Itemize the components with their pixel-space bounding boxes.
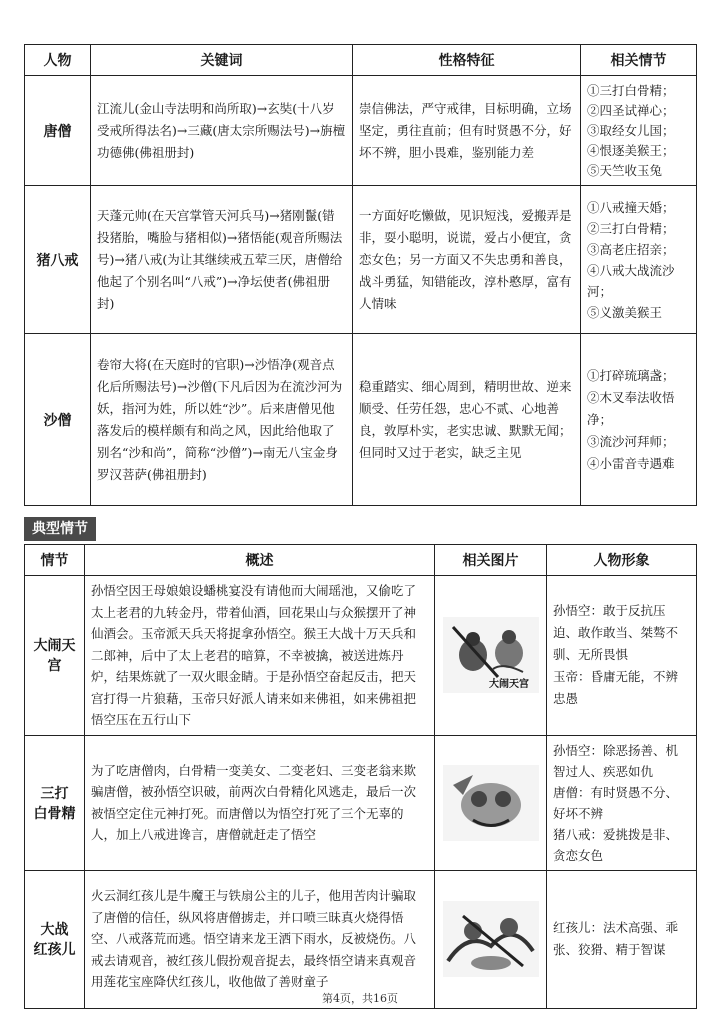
list-item: ②四圣试禅心；	[587, 102, 675, 118]
white-bone-demon-illustration	[443, 765, 539, 841]
table-row	[25, 870, 697, 1008]
character-image: 红孩儿：法术高强、乖张、狡猾、精于智谋	[547, 870, 697, 1008]
list-item: ①八戒撞天婚；	[587, 199, 675, 215]
character-traits: 崇信佛法，严守戒律，目标明确，立场坚定，勇往直前；但有时贤愚不分，好坏不辨，胆小畏难，鉴别能力差	[353, 76, 581, 186]
monkey-king-illustration	[443, 617, 539, 693]
character-plots	[581, 76, 697, 186]
list-item: ④恨逐美猴王；	[587, 142, 675, 158]
header-character: 人物	[25, 45, 91, 76]
character-keywords: 江流儿(金山寺法明和尚所取)→玄奘(十八岁受戒所得法名)→三藏(唐太宗所赐法号)→旃檀功德佛(佛祖册封)	[91, 76, 353, 186]
list-item: ③取经女儿国；	[587, 122, 675, 138]
list-item: ③流沙河拜师；	[587, 433, 675, 449]
character-keywords: 天蓬元帅(在天宫掌管天河兵马)→猪刚鬣(错投猪胎，嘴脸与猪相似)→猪悟能(观音所赐法号)→猪八戒(为让其继续戒五荤三厌，唐僧给他起了个别名叫“八戒”)→净坛使者(佛祖册封)	[91, 186, 353, 334]
character-traits: 稳重踏实、细心周到，精明世故、逆来顺受、任劳任怨，忠心不贰、心地善良，敦厚朴实，老实忠诚、默默无闻；但同时又过于老实，缺乏主见	[353, 334, 581, 506]
section-label: 典型情节	[24, 517, 96, 541]
plot-summary: 孙悟空因王母娘娘设蟠桃宴没有请他而大闹瑶池，又偷吃了太上老君的九转金丹，带着仙酒，回花果山与众猴摆开了神仙酒会。玉帝派天兵天将捉拿孙悟空。猴王大战十万天兵和二郎神，后中了太上老君的暗算，不幸被擒，被送进炼丹炉，结果炼就了一双火眼金睛。于是孙悟空奋起反击，把天宫打得一片狼藉，玉帝只好派人请来如来佛祖，如来佛祖把悟空压在五行山下	[85, 576, 435, 736]
character-plots	[581, 186, 697, 334]
character-table	[24, 44, 697, 506]
character-keywords: 卷帘大将(在天庭时的官职)→沙悟净(观音点化后所赐法号)→沙僧(下凡后因为在流沙河为妖，指河为姓，所以姓“沙”。后来唐僧见他落发后的模样颇有和尚之风，因此给他取了别名“沙和尚”，简称“沙僧”)→南无八宝金身罗汉菩萨(佛祖册封)	[91, 334, 353, 506]
plot-name: 大闹天宫	[25, 576, 85, 736]
character-plots	[581, 334, 697, 506]
character-name: 沙僧	[25, 334, 91, 506]
list-item: ②木叉奉法收悟净；	[587, 389, 675, 427]
header-keywords: 关键词	[91, 45, 353, 76]
list-item: ⑤天竺收玉兔	[587, 162, 663, 178]
header-summary: 概述	[85, 545, 435, 576]
plot-picture	[435, 576, 547, 736]
character-image: 孙悟空：敢于反抗压迫、敢作敢当、桀骜不驯、无所畏惧 玉帝：昏庸无能，不辨忠愚	[547, 576, 697, 736]
header-picture: 相关图片	[435, 545, 547, 576]
plot-picture	[435, 735, 547, 870]
table-row	[25, 186, 697, 334]
character-table-header	[25, 45, 697, 76]
plot-picture	[435, 870, 547, 1008]
list-item: ④小雷音寺遇难	[587, 455, 675, 471]
list-item: ②三打白骨精；	[587, 220, 675, 236]
header-plots: 相关情节	[581, 45, 697, 76]
plot-summary: 火云洞红孩儿是牛魔王与铁扇公主的儿子，他用苦肉计骗取了唐僧的信任，纵风将唐僧掳走，并口喷三昧真火烧得悟空、八戒落荒而逃。悟空请来龙王洒下雨水，反被烧伤。八戒去请观音，被红孩儿假扮观音捉去，最终悟空请来真观音用莲花宝座降伏红孩儿，收他做了善财童子	[85, 870, 435, 1008]
list-item: ⑤义激美猴王	[587, 304, 663, 320]
character-image: 孙悟空：除恶扬善、机智过人、疾恶如仇 唐僧：有时贤愚不分、好坏不辨 猪八戒：爱挑拨是非、贪恋女色	[547, 735, 697, 870]
plot-table-header	[25, 545, 697, 576]
header-image: 人物形象	[547, 545, 697, 576]
picture-caption: 大闹天宫	[488, 679, 529, 691]
table-row	[25, 735, 697, 870]
list-item: ④八戒大战流沙河；	[587, 262, 675, 299]
table-row	[25, 576, 697, 736]
header-traits: 性格特征	[353, 45, 581, 76]
character-traits: 一方面好吃懒做，见识短浅，爱搬弄是非，耍小聪明，说谎，爱占小便宜，贪恋女色；另一方面又不失忠勇和善良，战斗勇猛，知错能改，淳朴憨厚，富有人情味	[353, 186, 581, 334]
page-footer: 第4页，共16页	[322, 992, 398, 1005]
table-row	[25, 334, 697, 506]
character-name: 猪八戒	[25, 186, 91, 334]
plot-summary: 为了吃唐僧肉，白骨精一变美女、二变老妇、三变老翁来欺骗唐僧，被孙悟空识破，前两次白骨精化风逃走，最后一次被悟空定住元神打死。而唐僧以为悟空打死了三个无辜的人，加上八戒进谗言，唐僧就赶走了悟空	[85, 735, 435, 870]
plot-name: 大战 红孩儿	[25, 870, 85, 1008]
header-plot: 情节	[25, 545, 85, 576]
character-name: 唐僧	[25, 76, 91, 186]
list-item: ①打碎琉璃盏；	[587, 367, 675, 383]
list-item: ①三打白骨精；	[587, 82, 675, 98]
table-row	[25, 76, 697, 186]
red-boy-illustration	[443, 901, 539, 977]
plot-name: 三打 白骨精	[25, 735, 85, 870]
list-item: ③高老庄招亲；	[587, 241, 675, 257]
plot-table	[24, 544, 697, 1009]
